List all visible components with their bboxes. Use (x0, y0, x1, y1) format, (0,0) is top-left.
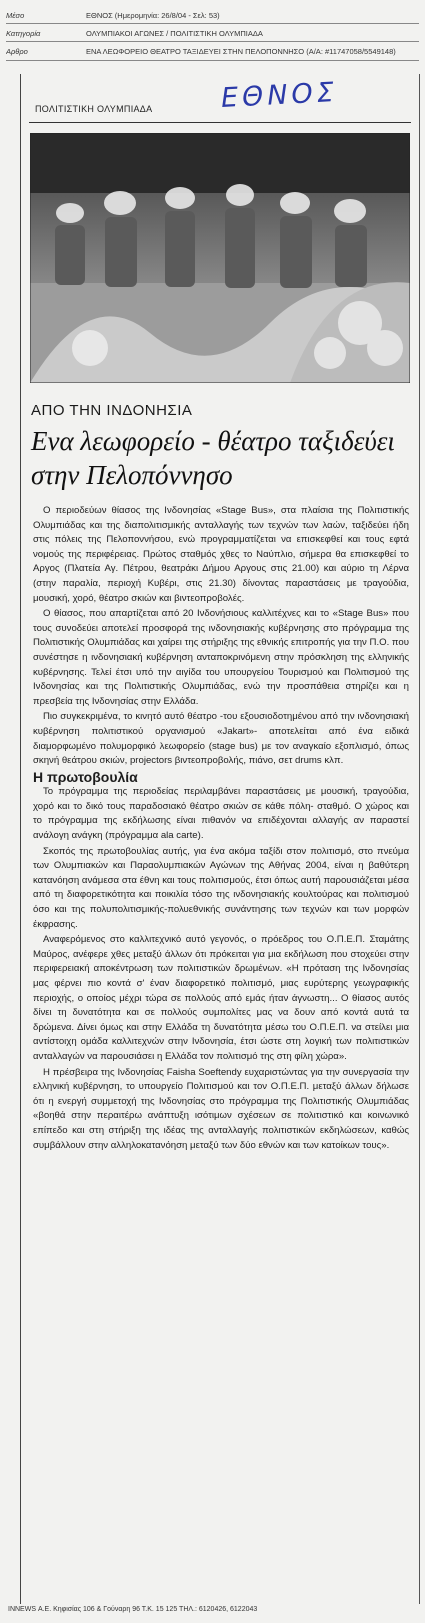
meta-label: Αρθρο (6, 47, 28, 56)
meta-divider (6, 60, 419, 61)
section-rule (29, 122, 411, 123)
photo-performers-image (30, 133, 410, 383)
body-paragraph: Ο περιοδεύων θίασος της Ινδονησίας «Stage Bus», στα πλαίσια της Πολιτιστικής Ολυμπιάδας και της διαπολιτισμικής ανταλλαγής των τεχνών των λαών, ταξιδεύει ήδη στις πόλεις της Πελοποννήσου, ενώ προγραμματίζεται να επισκεφθεί και τους εφτά νομούς της περιφέρειας. Πρώτος σταθμός χθες το Ναύπλιο, σήμερα θα επισκεφθεί το Αργος (Πλατεία Αγ. Πέτρου, θεατράκι Δήμου Αργους στις 21.00) και αύριο τη Λέρνα (στην παραλία, περιοχή Κυβέρι, στις 21.30) δίνοντας παραστάσεις με τραγούδια, μουσική, χορό, θέατρο σκιών και βιντεοπροβολές. (33, 505, 409, 604)
meta-divider (6, 23, 419, 24)
meta-divider (6, 41, 419, 42)
meta-value: ΕΘΝΟΣ (Ημερομηνία: 26/8/04 - Σελ: 53) (86, 11, 220, 20)
meta-row-medium (6, 10, 421, 22)
clipping-agency-footer: INNEWS Α.Ε. Κηφισίας 106 & Γούναρη 96 Τ.Κ. 15 125 ΤΗΛ.: 6120426, 6122043 (8, 1606, 258, 1613)
body-paragraph: Σκοπός της πρωτοβουλίας αυτής, για ένα ακόμα ταξίδι στον πολιτισμό, στο πνεύμα των Ολυμπιακών και Παραολυμπιακών Αγώνων της Αθήνας 2004, είναι η βαθύτερη κατανόηση ανάμεσα στα έθνη και τους πολιτισμούς, έτσι όπως αυτή παρουσιάζεται μέσα από τη διαφορετικότητα και ποικιλία τόσο της ινδονησιακής κουλτούρας και πολιτισμού όσο και της πολυπολιτισμικής-πολυεθνικής συνάντησης των τεχνών και των μορφών έκφρασης. (33, 845, 409, 930)
body-paragraph: Ο θίασος, που απαρτίζεται από 20 Ινδονήσιους καλλιτέχνες και το «Stage Bus» που τους συνοδεύει αποτελεί προσφορά της ινδονησιακής κυβέρνησης στο πρόγραμμα της Πολιτιστικής Ολυμπιάδας και χαίρει της στήριξης της εθνικής επιτροπής για την Π.Ο. που συνέστησε η ινδονησιακή κυβέρνηση ανταποκρινόμενη στην πρόσκληση της ελληνικής κυβέρνησης. Τελεί έτσι υπό την αιγίδα του υπουργείου Τουρισμού και Πολιτισμού της Ινδονησίας και της Πολιτιστικής Ολυμπιάδας, ενώ την προσπάθεια στηρίζει και η πρεσβεία της Ινδονησίας στην Ελλάδα. (33, 608, 409, 707)
section-label: ΠΟΛΙΤΙΣΤΙΚΗ ΟΛΥΜΠΙΑΔΑ (35, 104, 153, 114)
newspaper-clipping (20, 74, 420, 1604)
meta-value: ΟΛΥΜΠΙΑΚΟΙ ΑΓΩΝΕΣ / ΠΟΛΙΤΙΣΤΙΚΗ ΟΛΥΜΠΙΑΔΑ (86, 29, 263, 38)
meta-label: Κατηγορία (6, 29, 41, 38)
meta-row-category (6, 28, 421, 40)
meta-label: Μέσο (6, 11, 25, 20)
handwritten-source-stamp: ΕΘΝΟΣ (220, 76, 339, 115)
body-paragraph: Το πρόγραμμα της περιοδείας περιλαμβάνει παραστάσεις με μουσική, τραγούδια, χορό και το δικό τους παραδοσιακό θέατρο σκιών σε κάθε πόλη- σταθμό. Ο χώρος και το πρόγραμμα της εκδήλωσης είναι πιθανόν να επιδέχονται αλλαγής αν παραστεί ανάλογη ανάγκη (πρόγραμμα ala carte). (33, 786, 409, 842)
meta-row-article (6, 46, 421, 58)
body-paragraph: Η πρέσβειρα της Ινδονησίας Faisha Soeftendy ευχαριστώντας για την συνεργασία την ελληνική κυβέρνηση, το υπουργείο Πολιτισμού και τον Ο.Π.Ε.Π. μεταξύ άλλων δήλωσε ότι η ενεργή συμμετοχή της Ινδονησίας στο πρόγραμμα της Πολιτιστικής Ολυμπιάδας «βοηθά στην περαιτέρω ανάπτυξη ισότιμων σχέσεων σε πολιτιστικό και κοινωνικό επίπεδο και στη στήριξη της ιδέας της ανταλλαγής πολιτιστικών εκδηλώσεων, καθώς συμβάλλουν στην αλληλοκατανόηση μεταξύ των δύο εθνών και των κατοίκων τους». (33, 1066, 409, 1151)
meta-value: ΕΝΑ ΛΕΩΦΟΡΕΙΟ ΘΕΑΤΡΟ ΤΑΞΙΔΕΥΕΙ ΣΤΗΝ ΠΕΛΟΠΟΝΝΗΣΟ (Α/Α: #11747058/5549148) (86, 47, 396, 56)
body-paragraph: Πιο συγκεκριμένα, το κινητό αυτό θέατρο -του εξουσιοδοτημένου από την ινδονησιακή κυβέρνηση πολιτιστικού οργανισμού «Jakart»- αποτελείται από ένα ειδικά διαμορφωμένο πολυμορφικό λεωφορείο (stage bus) με τον αναγκαίο εξοπλισμό, όπως σκηνή θεάτρου σκιών, projectors βιντεοπροβολής, πιάνο, σετ drums κλπ. (33, 711, 409, 767)
body-paragraph: Αναφερόμενος στο καλλιτεχνικό αυτό γεγονός, ο πρόεδρος του Ο.Π.Ε.Π. Σταμάτης Μαύρος, ανέφερε χθες μεταξύ άλλων ότι πρόκειται για μια εκδήλωση που στοχεύει στην περιφερειακή αποκέντρωση των πολιτιστικών δρωμένων. «Η πρόταση της Ινδονησίας μας φέρνει πιο κοντά σ' έναν διαφορετικό πολιτισμό, μιας ευρύτερης γεωγραφικής περιοχής, ο οποίος μέχρι τώρα σε πολλούς από εμάς ήταν άγνωστη... Ο θίασος αυτός δίνει τη δυνατότητα και σε πολλούς συμπολίτες μας να δουν από κοντά αυτά τα δρώμενα. Δίνει όμως και στην Ελλάδα τη δυνατότητα μέσω του Ο.Π.Ε.Π. να στείλει μια αντίστοιχη ομάδα καλλιτεχνών στην Ινδονησία, έτσι ώστε στη λογική των πολιτιστικών ανταλλαγών να παρουσιάσει η Ελλάδα τον πολιτισμό της στη φίλη χώρα». (33, 934, 409, 1062)
article-kicker: ΑΠΟ ΤΗΝ ΙΝΔΟΝΗΣΙΑ (31, 402, 193, 419)
article-headline: Ενα λεωφορείο - θέατρο ταξιδεύει στην Πελοπόννησο (31, 426, 395, 490)
article-body (33, 504, 409, 1154)
article-subhead: Η πρωτοβουλία (33, 768, 138, 785)
article-photo (30, 133, 410, 383)
clipping-metadata (0, 0, 425, 66)
